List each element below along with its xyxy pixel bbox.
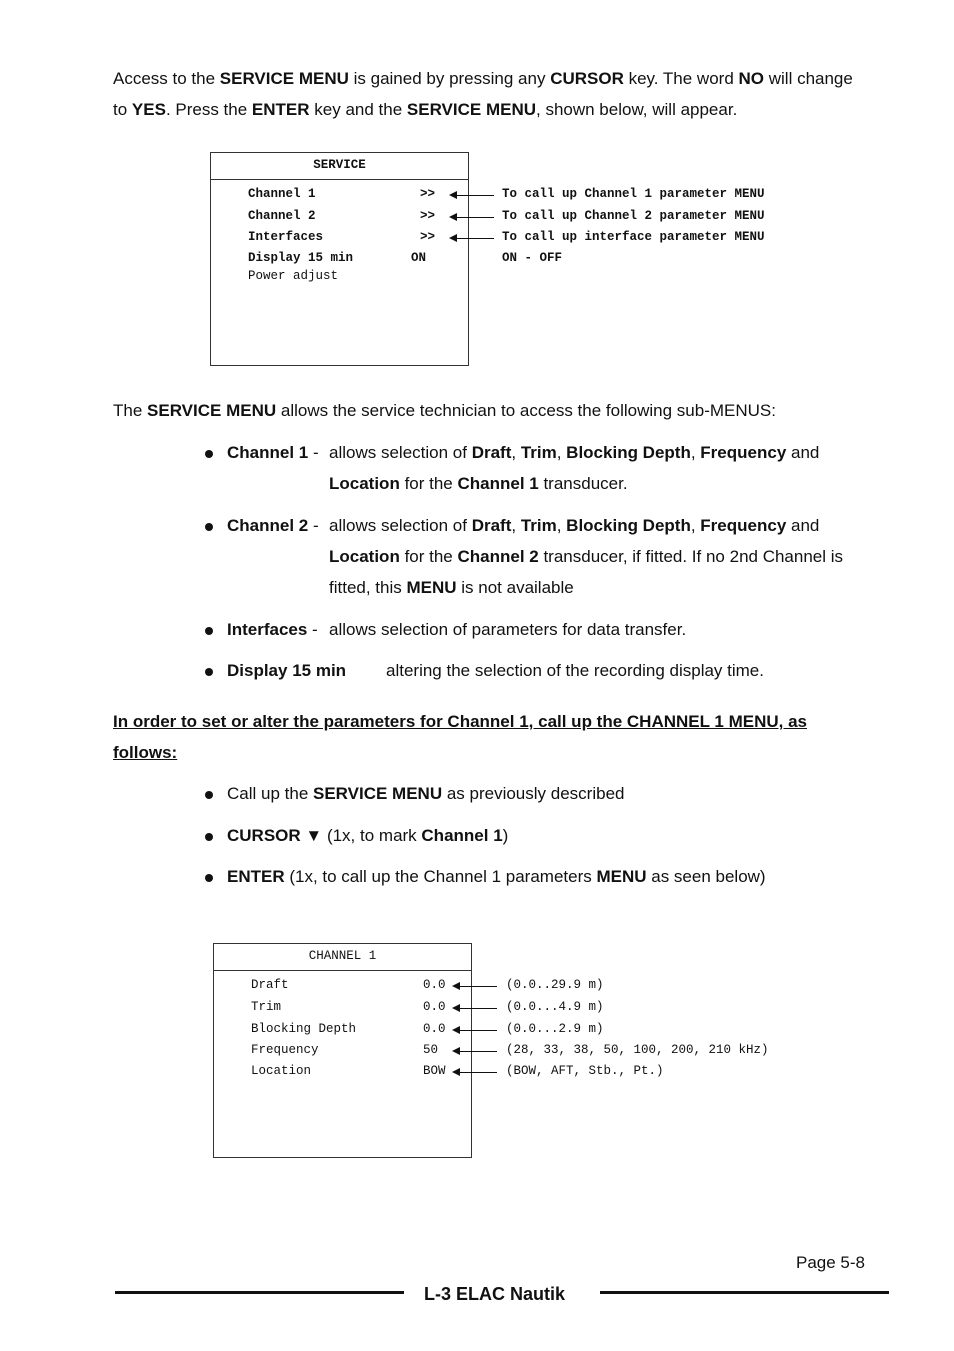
service-row-label: Channel 1 [248,187,316,201]
text: SERVICE MENU [219,69,349,88]
submenu-channel2-desc3 [329,572,574,603]
channel1-row-label: Trim [251,1000,282,1014]
service-note: To call up Channel 2 parameter MENU [502,209,765,223]
arrow-line [458,986,497,987]
intro-line-1 [113,63,853,94]
service-row-label: Channel 2 [248,209,316,223]
intro-line-2 [113,94,737,125]
text: CURSOR ▼ [227,826,323,845]
page-number: Page 5-8 [796,1253,865,1272]
arrow-line [458,1008,497,1009]
text: key. The word [623,69,739,88]
submenu-interfaces [227,614,318,645]
text: allows selection of [329,443,472,462]
channel1-menu-title: CHANNEL 1 [214,944,471,971]
text: transducer. [538,474,628,493]
text: is not available [456,578,574,597]
text: allows selection of [329,516,472,535]
text: to [113,100,132,119]
footer-rule-left [115,1291,404,1294]
text: and [786,443,820,462]
text: Trim [520,443,557,462]
bullet-icon [205,450,213,458]
text: Blocking Depth [566,443,691,462]
submenu-channel1-desc2 [329,468,628,499]
submenu-channel1-desc1 [329,437,819,468]
text: for the [399,474,458,493]
text: Interfaces [227,620,308,639]
channel1-row-label: Blocking Depth [251,1022,357,1036]
service-row-value: >> [420,209,436,223]
text: , [511,516,521,535]
text: . Press the [165,100,252,119]
submenu-interfaces-desc: allows selection of parameters for data transfer. [329,620,687,639]
text: Location [329,474,400,493]
channel1-note: (0.0..29.9 m) [506,978,604,992]
service-note: To call up Channel 1 parameter MENU [502,187,765,201]
text: The [113,401,148,420]
text: Access to the [113,69,220,88]
text: as previously described [442,784,625,803]
footer-rule-right [600,1291,889,1294]
arrow-line [455,238,494,239]
text: as seen below) [646,867,766,886]
arrow-line [458,1051,497,1052]
service-menu-title: SERVICE [211,153,468,180]
procedure-step-1 [227,778,624,809]
submenu-display [227,655,346,686]
text: YES [131,100,166,119]
text: fitted, this [329,578,407,597]
procedure-step-3 [227,861,766,892]
text: ) [502,826,509,845]
service-row-value: >> [420,187,436,201]
bullet-icon [205,523,213,531]
text: (1x, to mark [322,826,422,845]
channel1-row-value: 0.0 [423,1000,446,1014]
text: , [556,443,567,462]
service-row-value: ON [411,251,427,265]
text: for the [399,547,458,566]
bullet-icon [205,833,213,841]
channel1-note: (BOW, AFT, Stb., Pt.) [506,1064,664,1078]
text: Channel 2 [457,547,539,566]
text: Blocking Depth [566,516,691,535]
arrow-line [455,217,494,218]
channel1-note: (28, 33, 38, 50, 100, 200, 210 kHz) [506,1043,769,1057]
text: and [786,516,820,535]
text: Draft [471,443,512,462]
channel1-row-value: 0.0 [423,978,446,992]
text: - [308,516,319,535]
text: NO [738,69,765,88]
text: Trim [520,516,557,535]
channel1-note: (0.0...4.9 m) [506,1000,604,1014]
text: (1x, to call up the Channel 1 parameters [284,867,597,886]
text: transducer, if fitted. If no 2nd Channel is [538,547,844,566]
text: MENU [596,867,647,886]
text: MENU [406,578,457,597]
footer-brand: L-3 ELAC Nautik [424,1284,566,1304]
text: Frequency [700,516,787,535]
bullet-icon [205,791,213,799]
text: Channel 2 [227,516,309,535]
service-row-label: Power adjust [248,269,339,283]
service-row-value: >> [420,230,436,244]
procedure-step-2 [227,820,508,851]
service-row-label: Interfaces [248,230,324,244]
text: CURSOR [550,69,624,88]
arrow-line [455,195,494,196]
arrow-line [458,1030,497,1031]
service-note: To call up interface parameter MENU [502,230,765,244]
text: Call up the [227,784,313,803]
text: - [307,620,318,639]
text: Channel 1 [227,443,309,462]
text: Display 15 min [227,661,347,680]
text: , [690,443,701,462]
channel1-row-label: Location [251,1064,312,1078]
submenu-channel2-desc1 [329,510,819,541]
text: Frequency [700,443,787,462]
text: SERVICE MENU [313,784,443,803]
text: is gained by pressing any [348,69,551,88]
text: Channel 1 [457,474,539,493]
channel1-row-value: BOW [423,1064,446,1078]
text: Location [329,547,400,566]
submenu-channel2-line1 [227,510,319,541]
bullet-icon [205,874,213,882]
text: key and the [309,100,407,119]
text: - [308,443,319,462]
text: allows the service technician to access the following sub-MENUS: [276,401,776,420]
text: SERVICE MENU [406,100,536,119]
submenu-channel2-desc2 [329,541,843,572]
text: Draft [471,516,512,535]
text: will change [764,69,853,88]
service-note: ON - OFF [502,251,563,265]
submenu-channel1-line1 [227,437,319,468]
procedure-heading-1: In order to set or alter the parameters for Channel 1, call up the CHANNEL 1 MENU, as [113,712,808,731]
text: , [556,516,567,535]
channel1-row-label: Frequency [251,1043,319,1057]
text: , [511,443,521,462]
submenus-intro [113,395,776,426]
text: ENTER [227,867,285,886]
text: ENTER [251,100,310,119]
submenu-display-desc: altering the selection of the recording display time. [386,661,764,680]
text: SERVICE MENU [147,401,277,420]
bullet-icon [205,668,213,676]
channel1-row-label: Draft [251,978,289,992]
channel1-row-value: 50 [423,1043,439,1057]
text: Channel 1 [421,826,503,845]
text: , shown below, will appear. [536,100,738,119]
service-row-label: Display 15 min [248,251,354,265]
arrow-line [458,1072,497,1073]
procedure-heading-2: follows: [113,743,178,762]
bullet-icon [205,627,213,635]
text: , [690,516,701,535]
channel1-note: (0.0...2.9 m) [506,1022,604,1036]
channel1-row-value: 0.0 [423,1022,446,1036]
